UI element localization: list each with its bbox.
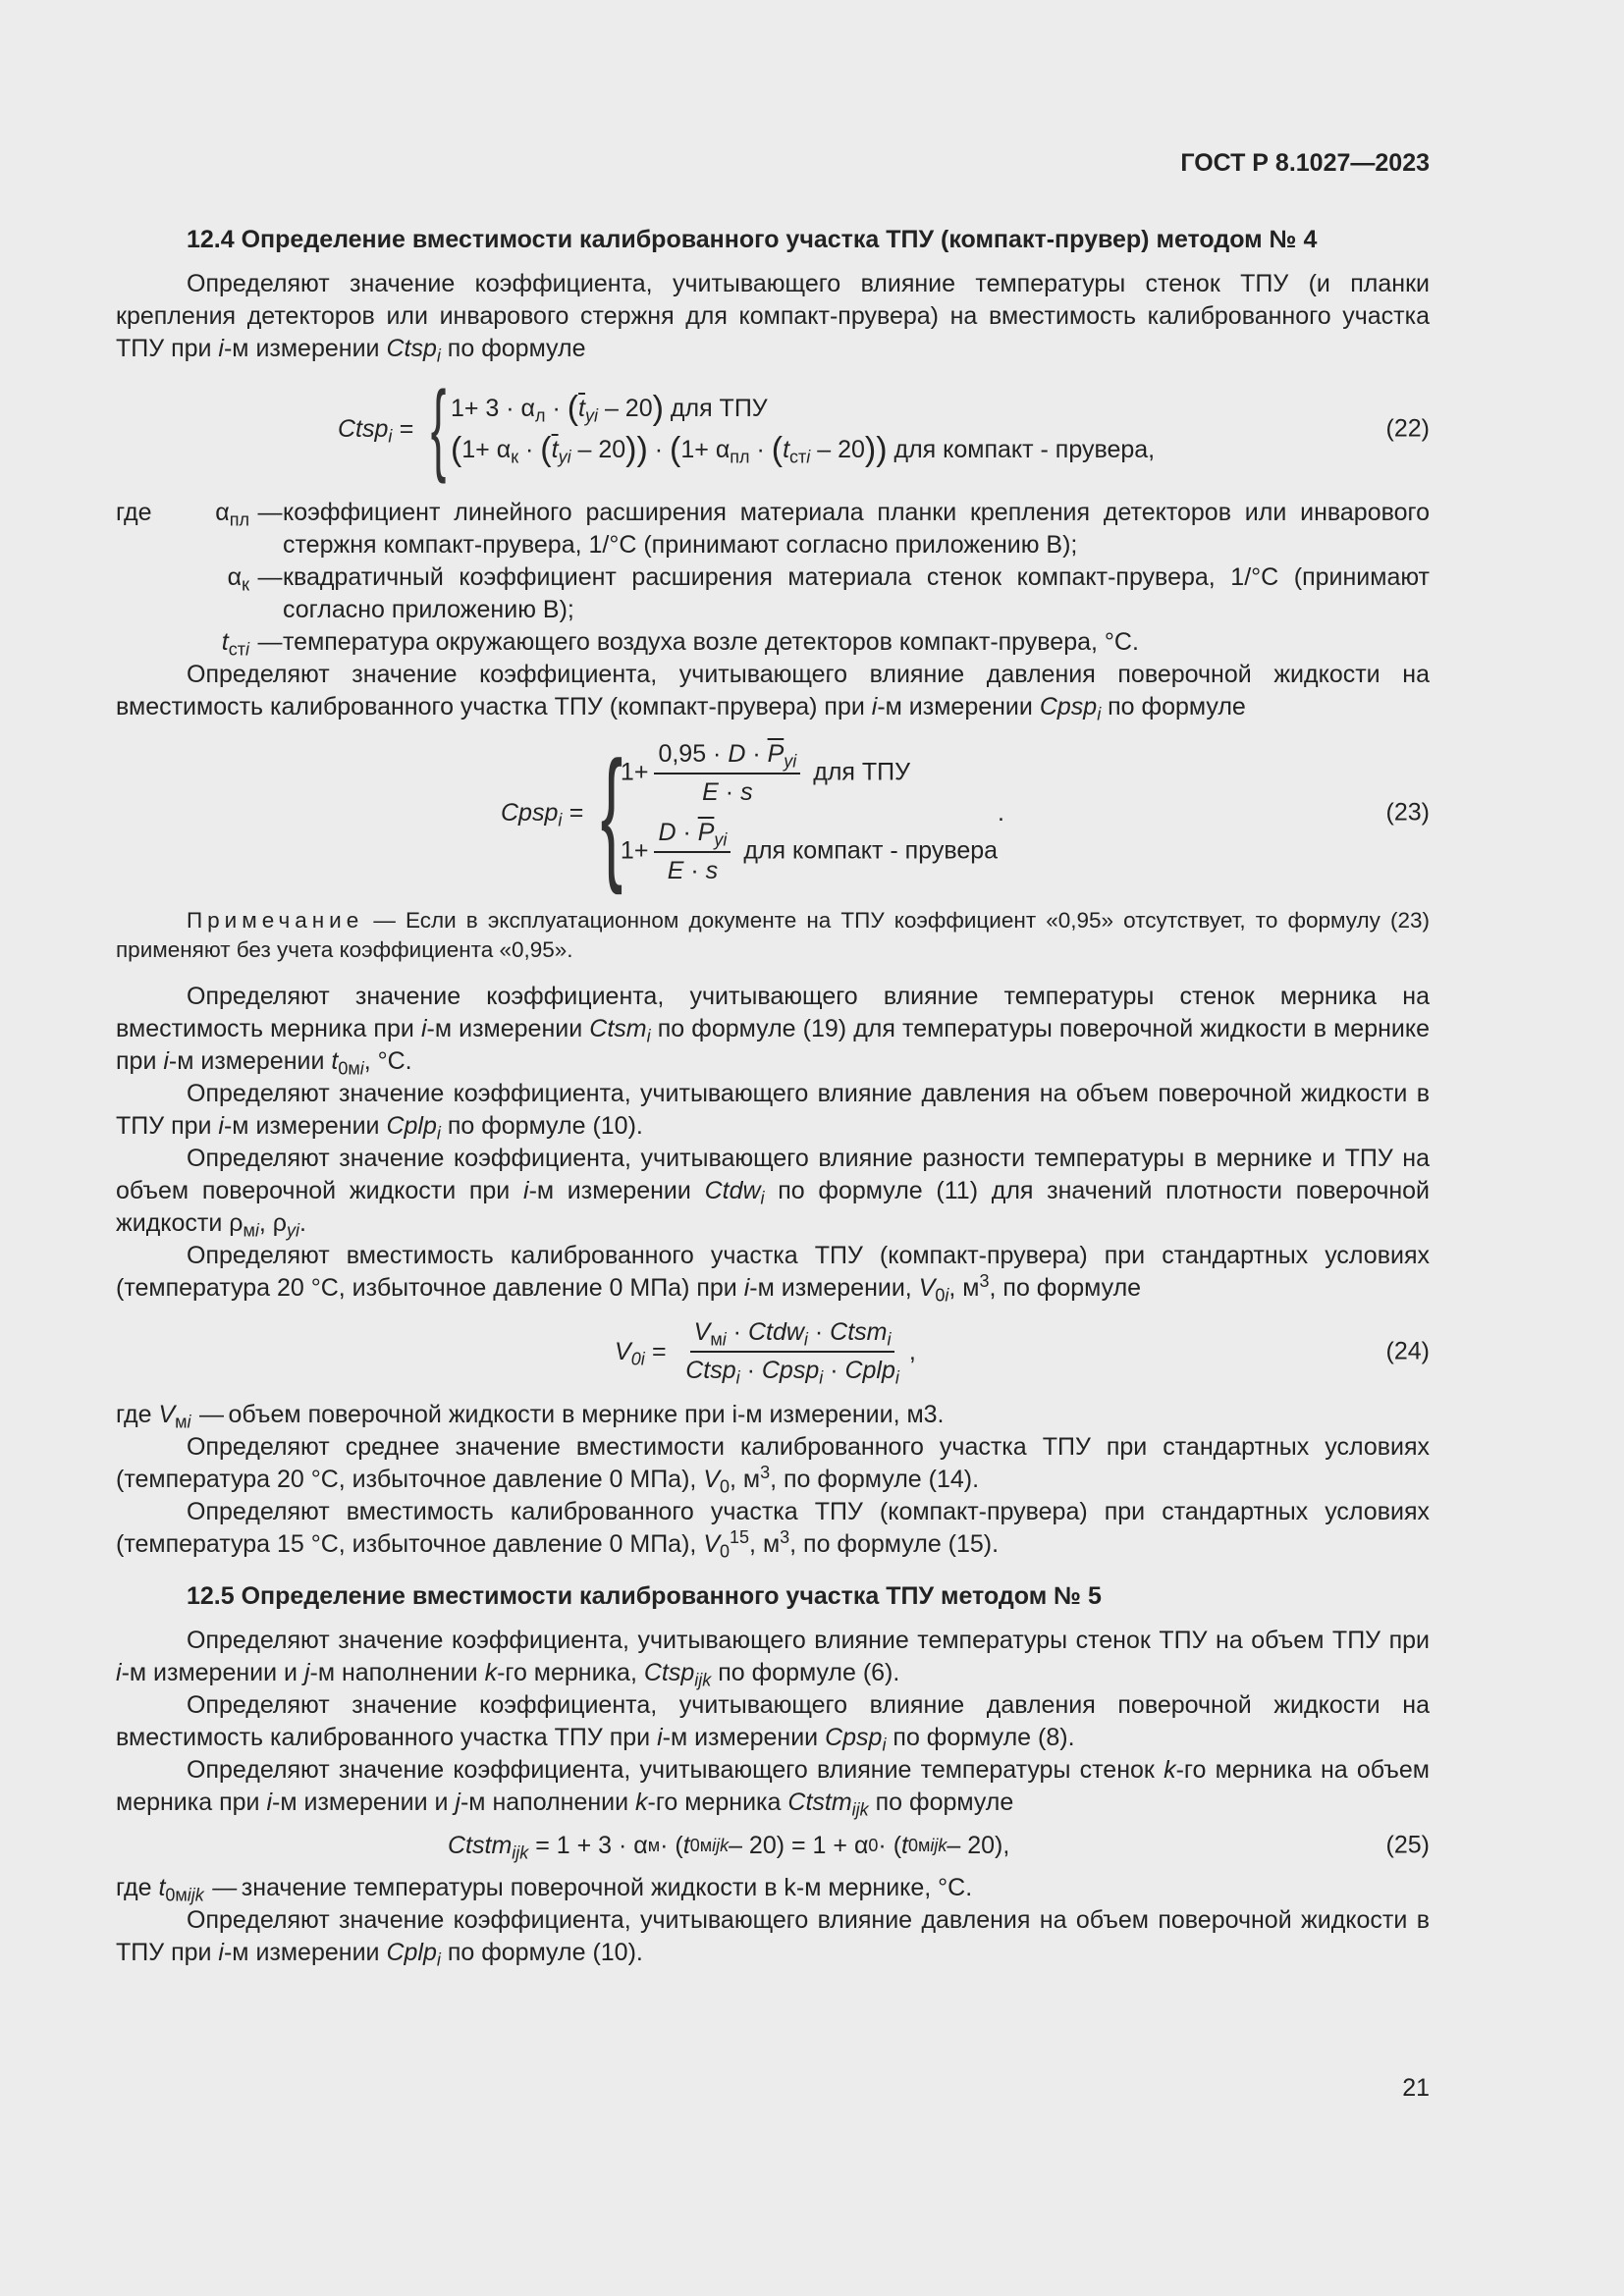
definition-t0mijk: где $t_{0мijk}$ — значение температуры поверочной жидкости в k-м мернике, °С. xyxy=(116,1874,973,1905)
note-label: Примечание xyxy=(187,908,364,933)
paragraph-cpsp-intro: Определяют значение коэффициента, учитывающего влияние давления поверочной жидкости на вместимость калиброванного участка ТПУ (компакт-прувера) при i-м измерении Cpsp$_i$ по формуле xyxy=(116,661,1430,724)
left-brace: { xyxy=(600,729,623,895)
section-heading-12-4: 12.4 Определение вместимости калиброванного участка ТПУ (компакт-прувер) методом № 4 xyxy=(187,226,1318,253)
paragraph-ctsp-ijk: Определяют значение коэффициента, учитывающего влияние температуры стенок ТПУ на объем ТПУ при i-м измерении и j-м наполнении k-го мерника, Ctsp$_{ijk}$ по формуле (6). xyxy=(116,1627,1430,1690)
left-brace: { xyxy=(430,371,447,486)
page-number: 21 xyxy=(1402,2074,1430,2102)
paragraph-cplp-10: Определяют значение коэффициента, учитывающего влияние давления на объем поверочной жидкости в ТПУ при i-м измерении Cplp$_i$ по формуле (10). xyxy=(116,1906,1430,1970)
paragraph-v0: Определяют вместимость калиброванного участка ТПУ (компакт-прувера) при стандартных условиях (температура 20 °С, избыточное давление 0 МПа) при i-м измерении, $V_{0i}$, $м^3$, по формуле xyxy=(116,1242,1430,1306)
formula-22-case-compact: $(1+ \alpha_к \cdot (\overline{t}_{yi} - 20)) \cdot (1+ \alpha_{пл} \cdot (t_{стi} - 20))$ для компакт - прувера, xyxy=(450,431,1156,468)
formula-23-case-tpu: 1+ $\frac{0,95 \cdot D \cdot \overline{P}_{yi}}{E \cdot s}$ для ТПУ xyxy=(620,740,911,806)
equation-number-22: (22) xyxy=(1385,414,1430,443)
section-heading-12-5: 12.5 Определение вместимости калиброванного участка ТПУ методом № 5 xyxy=(187,1582,1102,1610)
page-content xyxy=(116,224,1430,1969)
definition-t-sti: $t_{стi}$ — температура окружающего воздуха возле детекторов компакт-прувера, °С. xyxy=(221,628,1139,660)
definitions-22 xyxy=(116,497,1430,659)
formula-22-case-tpu: $1+ 3 \cdot \alpha_л \cdot (\overline{t}_{yi} - 20)$ для ТПУ xyxy=(450,390,768,427)
formula-25: Ctstm$_{ijk}$ = 1 + 3 · α м · ( t 0мijk – 20) = 1 + α 0 · ( t 0мijk – 20), (25) xyxy=(448,1831,1430,1862)
paragraph-ctstm: Определяют значение коэффициента, учитывающего влияние температуры стенок k-го мерника на объем мерника при i-м измерении и j-м наполнении k-го мерника Ctstm$_{ijk}$ по формуле xyxy=(116,1756,1430,1820)
equation-number-25: (25) xyxy=(1385,1831,1430,1859)
paragraph-cpsp-8: Определяют значение коэффициента, учитывающего влияние давления поверочной жидкости на вместимость калиброванного участка ТПУ при i-м измерении Cpsp$_i$ по формуле (8). xyxy=(116,1691,1430,1755)
formula-23: Cpsp$_i$ = { 1+ $\frac{0,95 \cdot D \cdot \overline{P}_{yi}}{E \cdot s}$ для ТПУ 1+ $\frac{D \cdot \overline{P}_{yi}}{E \cdot s}$ для компакт - прувера . (23) xyxy=(501,729,1430,895)
equation-number-23: (23) xyxy=(1385,798,1430,827)
formula-22: Ctsp$_i$ = { $1+ 3 \cdot \alpha_л \cdot (\overline{t}_{yi} - 20)$ для ТПУ $(1+ \alpha_к \cdot (\overline{t}_{yi} - 20)) \cdot (1+ \alpha_{пл} \cdot (t_{стi} - 20))$ для компакт - прувера, (22) xyxy=(338,371,1430,486)
paragraph-cplp: Определяют значение коэффициента, учитывающего влияние давления на объем поверочной жидкости в ТПУ при i-м измерении Cplp$_i$ по формуле (10). xyxy=(116,1080,1430,1144)
paragraph-v015: Определяют вместимость калиброванного участка ТПУ (компакт-прувера) при стандартных условиях (температура 15 °С, избыточное давление 0 МПа), $V_0^{15}$, $м^3$, по формуле (15). xyxy=(116,1498,1430,1562)
paragraph-ctdw: Определяют значение коэффициента, учитывающего влияние разности температуры в мернике и ТПУ на объем поверочной жидкости при i-м измерении Ctdw$_i$ по формуле (11) для значений плотности поверочной жидкости $\rho_{мi}$, $\rho_{yi}$. xyxy=(116,1145,1431,1241)
note-coefficient: Примечание — Если в эксплуатационном документе на ТПУ коэффициент «0,95» отсутствует, то формулу (23) применяют без учета коэффициента «0,95». xyxy=(116,908,1430,962)
definition-v-mi: где $V_{мi}$ — объем поверочной жидкости в мернике при i-м измерении, м3. xyxy=(116,1401,945,1432)
paragraph-ctsm: Определяют значение коэффициента, учитывающего влияние температуры стенок мерника на вместимость мерника при i-м измерении Ctsm$_i$ по формуле (19) для температуры поверочной жидкости в мернике при i-м измерении $t_{0мi}$, °С. xyxy=(116,983,1431,1079)
formula-23-case-compact: 1+ $\frac{D \cdot \overline{P}_{yi}}{E \cdot s}$ для компакт - прувера xyxy=(620,819,999,884)
paragraph-v0-average: Определяют среднее значение вместимости калиброванного участка ТПУ при стандартных условиях (температура 20 °С, избыточное давление 0 МПа), $V_0$, $м^3$, по формуле (14). xyxy=(116,1433,1430,1497)
definition-alpha-pl: где $\alpha_{пл}$ — коэффициент линейного расширения материала планки крепления детекторов или инварового стержня компакт-прувера, 1/°С (принимают согласно приложению В); xyxy=(116,499,1430,559)
paragraph-ctsp-intro: Определяют значение коэффициента, учитывающего влияние температуры стенок ТПУ (и планки крепления детекторов или инварового стержня для компакт-прувера) на вместимость калиброванного участка ТПУ при i-м измерении Ctsp$_i$ по формуле xyxy=(116,270,1430,366)
equation-number-24: (24) xyxy=(1385,1337,1430,1365)
definition-alpha-k: $\alpha_к$ — квадратичный коэффициент расширения материала стенок компакт-прувера, 1/°С (принимают согласно приложению В); xyxy=(227,563,1430,623)
formula-24: $V_{0i}$ = $\frac{V_{мi} \cdot Ctdw_i \cdot Ctsm_i}{Ctsp_i \cdot Cpsp_i \cdot Cplp_i}$ , (24) xyxy=(615,1318,1430,1388)
document-id: ГОСТ Р 8.1027—2023 xyxy=(1180,149,1430,177)
